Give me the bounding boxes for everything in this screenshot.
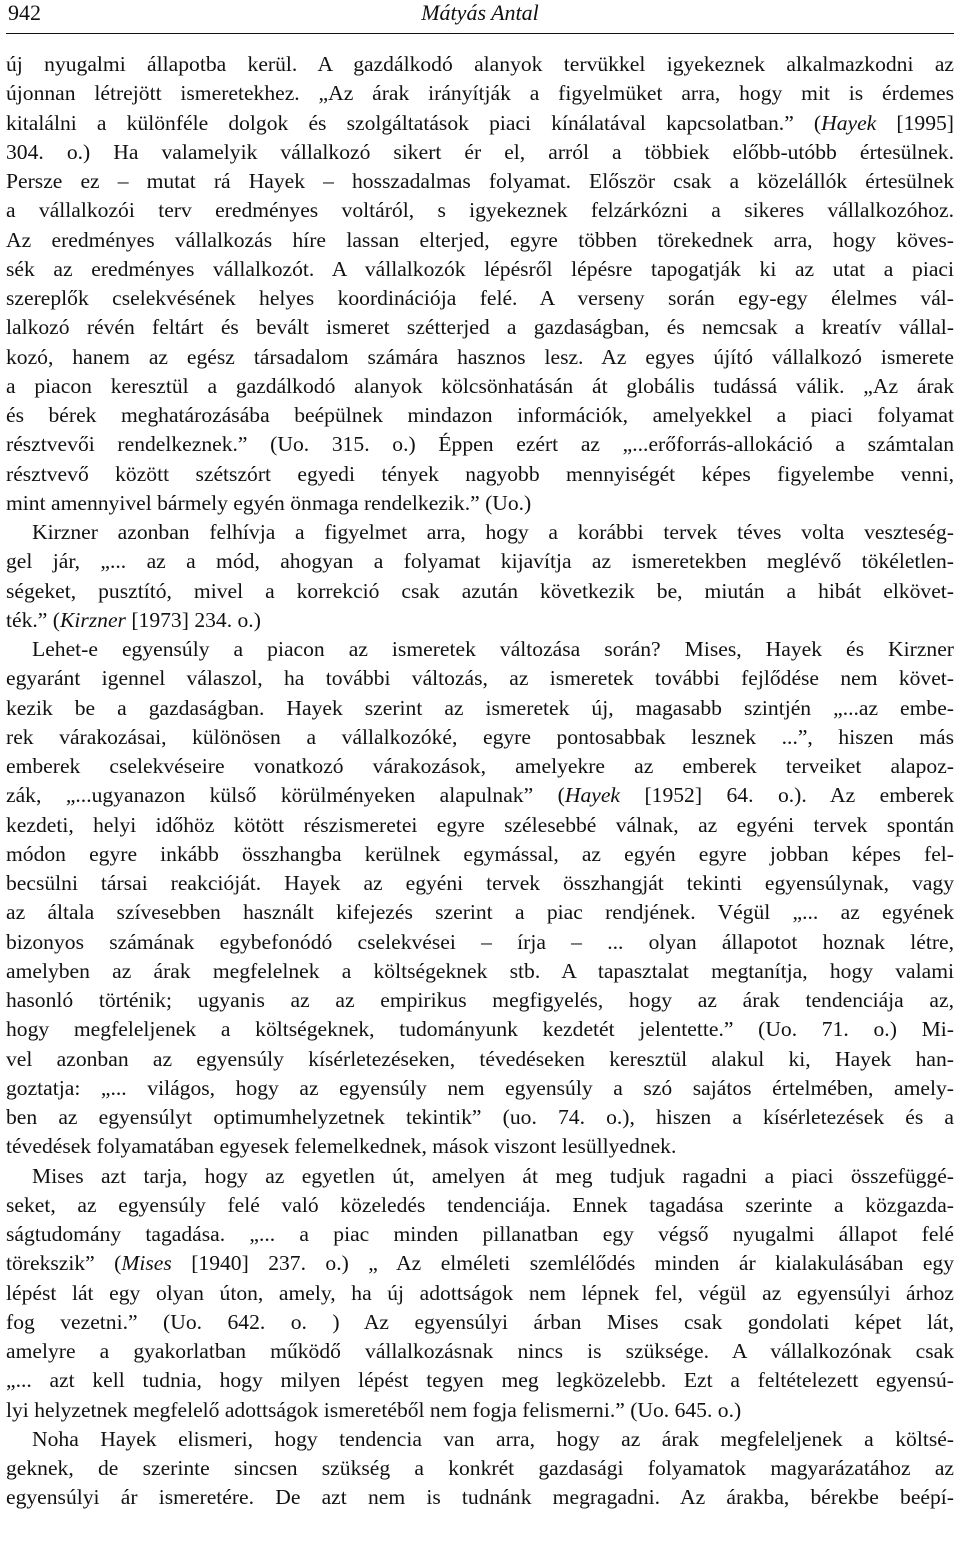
text-run: ságtudomány tagadása. „... a piac minden pillanatban egy végső nyugalmi állapot felé: [6, 1222, 954, 1246]
text-line: [6, 547, 954, 576]
text-run: zák, „...ugyanazon külső körülményeken alapulnak” (: [6, 783, 565, 808]
italic-citation: Hayek: [564, 783, 620, 808]
running-header: [6, 0, 954, 34]
text-run: Az eredményes vállalkozás híre lassan elterjed, egyre többen törekednek arra, hogy köves-: [6, 227, 954, 252]
italic-citation: Kirzner: [59, 607, 126, 632]
text-run: 304. o.) Ha valamelyik vállalkozó sikert ér el, arról a többiek előbb-utóbb értesülnek.: [6, 139, 954, 164]
text-line: [6, 898, 954, 927]
text-line: [6, 1103, 954, 1132]
text-line: [6, 1454, 954, 1483]
text-run: amelyben az árak megfelelnek a költségeknek stb. A tapasztalat megtanítja, hogy valami: [6, 958, 954, 983]
text-line: [6, 577, 954, 606]
text-run: becsülni társai reakcióját. Hayek az egyéni tervek összhangját tekinti egyensúlynak, vagy: [6, 871, 954, 895]
text-line: [6, 723, 954, 752]
text-run: Mises azt tarja, hogy az egyetlen út, amelyen át meg tudjuk ragadni a piaci összefüggé-: [32, 1163, 954, 1188]
text-run: törekszik” (: [6, 1251, 122, 1276]
text-line: [6, 255, 954, 284]
text-run: módon egyre inkább összhangba kerülnek egymással, az egyén egyre jobban képes fel-: [6, 841, 954, 866]
text-line: [6, 635, 954, 664]
text-run: [1973] 234. o.): [125, 607, 261, 632]
text-run: kezik be a gazdaságban. Hayek szerint az ismeretek új, magasabb szintjén „...az embe-: [6, 695, 954, 720]
text-line: [6, 430, 954, 459]
text-line: [6, 928, 954, 957]
text-line: [6, 1425, 954, 1454]
paragraph: [6, 635, 954, 1162]
text-run: rek várakozásai, különösen a vállalkozóké, egyre pontosabbak lesznek ...”, hiszen más: [6, 724, 954, 749]
text-run: résztvevő között szétszórt egyedi tények nagyobb mennyiségét képes figyelembe venni,: [6, 461, 954, 486]
text-line: [6, 1132, 954, 1161]
text-line: [6, 1396, 954, 1425]
text-run: emberek cselekvéseire vonatkozó várakozások, amelyekre az emberek terveiket alapoz-: [6, 754, 954, 778]
text-line: [6, 460, 954, 489]
text-line: [6, 196, 954, 225]
body-text: [6, 50, 954, 1513]
text-run: egyensúlyi ár ismeretére. De azt nem is tudnánk megragadni. Az árakba, bérekbe beépí-: [6, 1485, 954, 1510]
text-line: [6, 109, 954, 138]
text-run: újonnan létrejött ismeretekhez. „Az árak irányítják a figyelmüket arra, hogy mit is érdemes: [6, 81, 954, 106]
text-run: Lehet-e egyensúly a piacon az ismeretek változása során? Mises, Hayek és Kirzner: [32, 637, 954, 661]
text-line: [6, 489, 954, 518]
text-run: kozó, hanem az egész társadalom számára hasznos lesz. Az egyes újító vállalkozó ismerete: [6, 344, 954, 369]
text-run: gel jár, „... az a mód, ahogyan a folyamat kijavítja az ismeretekben meglévő tökéletlen-: [6, 549, 954, 574]
text-run: egyaránt igennel válaszol, ha további változás, az ismeretek további fejlődése nem követ-: [6, 666, 954, 691]
text-line: [6, 1220, 954, 1249]
text-line: [6, 50, 954, 79]
text-line: [6, 372, 954, 401]
text-line: [6, 840, 954, 869]
text-run: kitalálni a különféle dolgok és szolgáltatások piaci kínálatával kapcsolatban.” (: [6, 110, 822, 135]
text-run: lyi helyzetnek megfelelő adottságok ismeretéből nem fogja felismerni.” (Uo. 645. o.): [6, 1397, 742, 1422]
text-line: [6, 343, 954, 372]
text-line: [6, 1074, 954, 1103]
text-run: Noha Hayek elismeri, hogy tendencia van arra, hogy az árak megfeleljenek a költsé-: [32, 1426, 954, 1451]
text-line: [6, 1337, 954, 1366]
text-run: kezdeti, helyi időhöz kötött részismeretei egyre szélesebbé válnak, az egyéni tervek spontán: [6, 812, 954, 837]
text-run: szereplők cselekvésének helyes koordinációja felé. A verseny során egy-egy élelmes vál-: [6, 286, 954, 310]
text-line: [6, 957, 954, 986]
text-line: [6, 606, 954, 635]
text-line: [6, 869, 954, 898]
text-run: hasonló történik; ugyanis az az empirikus megfigyelés, hogy az árak tendenciája az,: [6, 988, 954, 1012]
running-title: Mátyás Antal: [421, 0, 539, 25]
paragraph: [6, 1162, 954, 1425]
text-run: az általa szívesebben használt kifejezés szerint a piac rendjének. Végül „... az egyének: [6, 900, 954, 925]
text-run: a piacon keresztül a gazdálkodó alanyok kölcsönhatásán át globális tudássá válik. „Az árak: [6, 373, 954, 398]
text-line: [6, 752, 954, 781]
text-run: mint amennyivel bármely egyén önmaga rendelkezik.” (Uo.): [6, 490, 532, 515]
text-run: [1952] 64. o.). Az emberek: [620, 783, 954, 808]
text-run: [1995]: [876, 110, 954, 135]
paragraph: [6, 518, 954, 635]
text-line: [6, 518, 954, 547]
text-line: [6, 664, 954, 693]
text-line: [6, 781, 954, 810]
text-line: [6, 986, 954, 1015]
text-run: seket, az egyensúly felé való közeledés tendenciája. Ennek tagadása szerinte a közgazda-: [6, 1192, 954, 1217]
text-line: [6, 1279, 954, 1308]
text-line: [6, 1308, 954, 1337]
text-line: [6, 811, 954, 840]
text-line: [6, 1015, 954, 1044]
italic-citation: Mises: [121, 1251, 172, 1276]
text-run: ségeket, pusztító, mivel a korrekció csak azután következik be, miután a hibát elkövet-: [6, 578, 954, 603]
text-run: tévedések folyamatában egyesek felemelkednek, mások viszont lesüllyednek.: [6, 1134, 677, 1159]
paragraph: [6, 50, 954, 518]
text-run: vel azonban az egyensúly kísérletezéseken, tévedéseken keresztül alakul ki, Hayek han-: [6, 1046, 954, 1071]
text-run: Persze ez – mutat rá Hayek – hosszadalmas folyamat. Először csak a közelállók értesülnek: [6, 169, 954, 193]
text-run: goztatja: „... világos, hogy az egyensúly nem egyensúly a szó sajátos értelmében, amely-: [6, 1075, 954, 1100]
text-run: sék az eredményes vállalkozót. A vállalkozók lépésről lépésre tapogatják ki az utat a piaci: [6, 256, 954, 281]
text-line: [6, 401, 954, 430]
text-run: résztvevői rendelkeznek.” (Uo. 315. o.) Éppen ezért az „...erőforrás-allokáció a számtalan: [6, 432, 954, 457]
text-run: amelyre a gyakorlatban működő vállalkozásnak nincs is szüksége. A vállalkozónak csak: [6, 1339, 954, 1363]
page-number: 942: [8, 0, 41, 25]
text-run: „... azt kell tudnia, hogy milyen lépést tegyen meg legközelebb. Ezt a feltételezett egyensú-: [6, 1368, 954, 1393]
text-run: ték.” (: [6, 607, 60, 632]
text-line: [6, 1191, 954, 1220]
text-run: lalkozó révén feltárt és bevált ismeret szétterjed a gazdaságban, és nemcsak a kreatív vállal-: [6, 315, 954, 340]
text-line: [6, 79, 954, 108]
text-line: [6, 313, 954, 342]
text-run: [1940] 237. o.) „ Az elméleti szemlélődés minden ár kialakulásában egy: [171, 1251, 955, 1276]
text-line: [6, 1366, 954, 1395]
text-line: [6, 1249, 954, 1278]
text-line: [6, 138, 954, 167]
text-line: [6, 284, 954, 313]
text-run: Kirzner azonban felhívja a figyelmet arra, hogy a korábbi tervek téves volta veszteség-: [32, 520, 954, 544]
text-line: [6, 694, 954, 723]
text-run: fog vezetni.” (Uo. 642. o. ) Az egyensúlyi árban Mises csak gondolati képet lát,: [6, 1309, 954, 1334]
text-line: [6, 1162, 954, 1191]
text-line: [6, 1483, 954, 1512]
paragraph: [6, 1425, 954, 1513]
text-run: bizonyos számának egybefonódó cselekvései – írja – ... olyan állapotot hoznak létre,: [6, 929, 954, 954]
text-run: és bérek meghatározásába beépülnek mindazon információk, amelyekkel a piaci folyamat: [6, 403, 954, 427]
text-run: a vállalkozói terv eredményes voltáról, s igyekeznek felzárkózni a sikeres vállalkozóhoz.: [6, 198, 954, 223]
text-line: [6, 226, 954, 255]
text-run: geknek, de szerinte sincsen szükség a konkrét gazdasági folyamatok magyarázatához az: [6, 1456, 954, 1480]
text-run: új nyugalmi állapotba kerül. A gazdálkodó alanyok tervükkel igyekeznek alkalmazkodni az: [6, 52, 954, 76]
text-run: hogy megfeleljenek a költségeknek, tudományunk kezdetét jelentette.” (Uo. 71. o.) Mi-: [6, 1017, 954, 1042]
text-line: [6, 167, 954, 196]
text-run: ben az egyensúlyt optimumhelyzetnek tekintik” (uo. 74. o.), hiszen a kísérletezések és a: [6, 1105, 954, 1129]
italic-citation: Hayek: [821, 110, 877, 135]
text-line: [6, 1045, 954, 1074]
text-run: lépést lát egy olyan úton, amely, ha új adottságok nem lépnek fel, végül az egyensúlyi árhoz: [6, 1280, 954, 1305]
